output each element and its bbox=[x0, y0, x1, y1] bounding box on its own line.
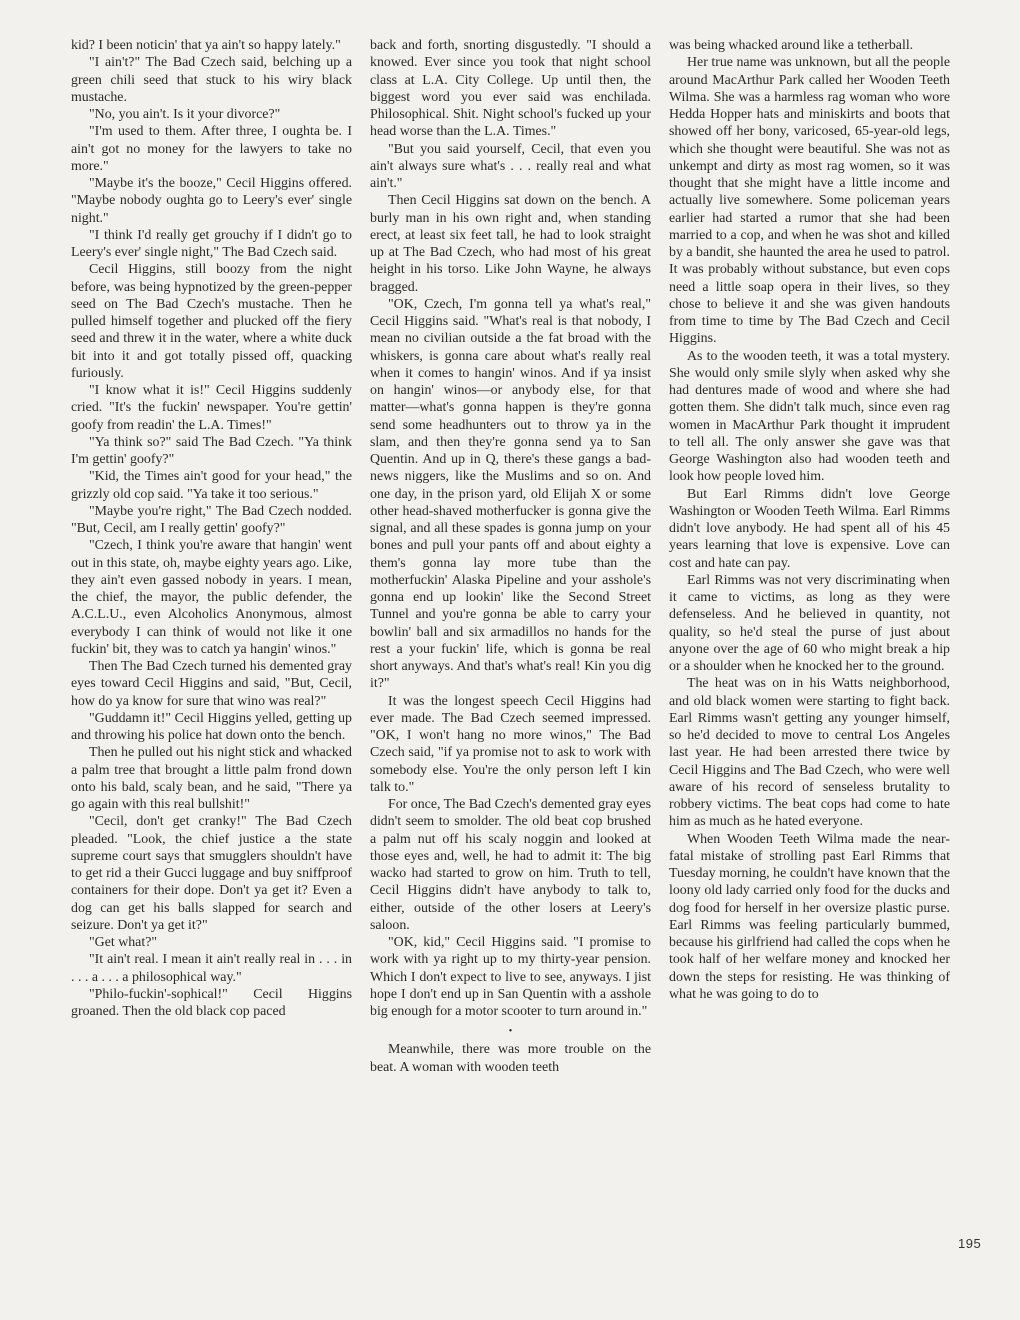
paragraph: Her true name was unknown, but all the people around MacArthur Park called her Wooden Teeth Wilma. She was a harmless rag woman who wore Hedda Hopper hats and miniskirts and boots that showed off her bony, varicosed, 65-year-old legs, which she thought were beautiful. She was not as unkempt and dirty as most rag women, so it was thought that she might have a little income and actually live somewhere. Some policeman years earlier had started a rumor that she had been married to a cop, and when he was shot and killed by a bandit, she haunted the area he used to patrol. It was probably without substance, but even cops need a little soap opera in their lives, so they chose to believe it and she was given handouts from time to time by The Bad Czech and Cecil Higgins. bbox=[669, 55, 950, 347]
paragraph: "Ya think so?" said The Bad Czech. "Ya think I'm gettin' goofy?" bbox=[71, 434, 352, 467]
paragraph: "OK, kid," Cecil Higgins said. "I promise to work with ya right up to my thirty-year pension. Which I don't expect to live to see, anyways. I jist hope I don't end up in San Quentin with a asshole big enough for a motor scooter to turn around in." bbox=[370, 935, 651, 1019]
paragraph: As to the wooden teeth, it was a total mystery. She would only smile slyly when asked why she had dentures made of wood and where she had gotten them. She didn't talk much, since even rag women in MacArthur Park thought it imprudent to tell all. The only answer she gave was that George Washington also had wooden teeth and look how people loved him. bbox=[669, 348, 950, 485]
paragraph: "I know what it is!" Cecil Higgins suddenly cried. "It's the fuckin' newspaper. You're gettin' goofy from readin' the L.A. Times!" bbox=[71, 383, 352, 433]
text-column-2 bbox=[370, 37, 651, 1076]
text-column-3 bbox=[669, 37, 950, 1003]
paragraph: But Earl Rimms didn't love George Washington or Wooden Teeth Wilma. Earl Rimms didn't love anybody. He had spent all of his 45 years learning that love is expensive. Love can cost and hate can pay. bbox=[669, 486, 950, 571]
paragraph: "Get what?" bbox=[89, 935, 158, 950]
paragraph: was being whacked around like a tetherball. bbox=[669, 38, 914, 53]
paragraph: "Cecil, don't get cranky!" The Bad Czech pleaded. "Look, the chief justice a the state supreme court says that smugglers shouldn't have to get rid a their Gucci luggage and buy sniffproof containers for their dope. Don't ya get it? Even a dog can get his balls slapped for search and seizure. Don't ya get it?" bbox=[71, 814, 352, 933]
paragraph: "I'm used to them. After three, I oughta be. I ain't got no money for the lawyers to take no more." bbox=[71, 124, 352, 174]
paragraph: "OK, Czech, I'm gonna tell ya what's real," Cecil Higgins said. "What's real is that nobody, I mean no civilian outside a the fat broad with the whiskers, is gonna care about what's really real when it comes to hangin' winos. And if ya insist on hangin' winos—or anybody else, for that matter—what's gonna happen is they're gonna send some headhunters out to throw ya in the slam, and then they're gonna send ya to San Quentin. And up in Q, there's these gangs a bad-news niggers, like the Muslims and so on. And one day, in the prison yard, old Elijah X or some other head-shaved motherfucker is gonna give the signal, and all these spades is gonna jump on your bones and pull your pants off and about eighty a them's gonna lay more tube than the motherfuckin' Alaska Pipeline and your asshole's gonna end up lookin' like the Second Street Tunnel and you're gonna be able to carry your bowlin' ball and six armadillos no hands for the rest a your fuckin' life, which is gonna be real short anyways. And that's what's real! Kin you dig it?" bbox=[370, 296, 651, 692]
paragraph: kid? I been noticin' that ya ain't so happy lately." bbox=[71, 38, 341, 53]
paragraph: "Maybe you're right," The Bad Czech nodded. "But, Cecil, am I really gettin' goofy?" bbox=[71, 503, 352, 536]
paragraph: Cecil Higgins, still boozy from the night before, was being hypnotized by the green-pepper seed on The Bad Czech's mustache. Then he pulled himself together and plucked off the fiery seed and threw it in the water, where a white duck bit into it and got totally pissed off, quacking furiously. bbox=[71, 262, 352, 381]
paragraph: "Maybe it's the booze," Cecil Higgins offered. "Maybe nobody oughta go to Leery's ever' single night." bbox=[71, 176, 352, 226]
paragraph: "I ain't?" The Bad Czech said, belching up a green chili seed that stuck to his wiry black mustache. bbox=[71, 55, 352, 105]
paragraph: It was the longest speech Cecil Higgins had ever made. The Bad Czech seemed impressed. "OK, I won't hang no more winos," The Bad Czech said, "if ya promise not to ask to work with somebody else. You're the only person left I kin talk to." bbox=[370, 693, 651, 795]
paragraph: "Philo-fuckin'-sophical!" Cecil Higgins groaned. Then the old black cop paced bbox=[71, 986, 352, 1019]
paragraph: Then he pulled out his night stick and whacked a palm tree that brought a little palm frond down onto his bald, scaly bean, and he said, "There ya go again with this real bullshit!" bbox=[71, 745, 352, 812]
section-break-bullet: • bbox=[508, 1026, 513, 1038]
paragraph: "No, you ain't. Is it your divorce?" bbox=[89, 107, 281, 122]
paragraph: "Guddamn it!" Cecil Higgins yelled, getting up and throwing his police hat down onto the bench. bbox=[71, 710, 352, 743]
paragraph: "I think I'd really get grouchy if I didn't go to Leery's ever' single night," The Bad Czech said. bbox=[71, 227, 352, 260]
paragraph: back and forth, snorting disgustedly. "I should a knowed. Ever since you took that night school class at L.A. City College. Up until then, the biggest word you ever said was enchilada. Philosophical. Shit. Night school's fucked up your head worse than the L.A. Times." bbox=[370, 38, 651, 140]
paragraph: "Kid, the Times ain't good for your head," the grizzly old cop said. "Ya take it too serious." bbox=[71, 469, 352, 502]
paragraph: "Czech, I think you're aware that hangin' went out in this state, oh, maybe eighty years ago. Like, they ain't even gassed nobody in years. I mean, the chief, the mayor, the public defender, the A.C.L.U., even Alcoholics Anonymous, almost everybody I can think of would not like it one fuckin' bit, they was to catch ya hangin' winos." bbox=[71, 538, 352, 657]
paragraph: Then The Bad Czech turned his demented gray eyes toward Cecil Higgins and said, "But, Cecil, how do ya know for sure that wino was real?" bbox=[71, 659, 352, 709]
page-number: 195 bbox=[958, 1236, 982, 1251]
paragraph: When Wooden Teeth Wilma made the near-fatal mistake of strolling past Earl Rimms that Tuesday morning, he couldn't have known that the loony old lady carried only food for the ducks and dog food for herself in her oversize plastic purse. Earl Rimms was feeling particularly bummed, because his girlfriend had called the cops when he took half of her welfare money and knocked her down the steps for resisting. He was thinking of what he was going to do to bbox=[669, 831, 950, 1002]
paragraph: "It ain't real. I mean it ain't really real in . . . in . . . a . . . a philosophical way." bbox=[71, 952, 352, 985]
paragraph: Earl Rimms was not very discriminating when it came to victims, as long as they were defenseless. And he believed in quantity, not quality, so he'd steal the purse of just about anyone over the age of 60 who might break a hip or a shoulder when he knocked her to the ground. bbox=[669, 572, 950, 674]
paragraph: For once, The Bad Czech's demented gray eyes didn't seem to smolder. The old beat cop brushed a palm nut off his scaly noggin and looked at those eyes and, well, he had to admit it: The big wacko had started to grow on him. Truth to tell, Cecil Higgins didn't have anybody to talk to, either, outside of the other losers at Leery's saloon. bbox=[370, 797, 651, 933]
text-column-1 bbox=[71, 37, 352, 1020]
paragraph: "But you said yourself, Cecil, that even you ain't always sure what's . . . really real and what ain't." bbox=[370, 141, 651, 191]
paragraph: Then Cecil Higgins sat down on the bench. A burly man in his own right and, when standing erect, at least six feet tall, he had to look straight up at The Bad Czech, who had most of his great height in his torso. Like John Wayne, he always bragged. bbox=[370, 193, 651, 295]
paragraph: The heat was on in his Watts neighborhood, and old black women were starting to fight back. Earl Rimms wasn't getting any younger himself, so he'd decided to move to central Los Angeles last year. He had been arrested there twice by Cecil Higgins and The Bad Czech, who were well aware of his record of senseless brutality to robbery victims. The beat cops had come to hate him as much as he hated everyone. bbox=[669, 676, 950, 830]
paragraph: Meanwhile, there was more trouble on the beat. A woman with wooden teeth bbox=[370, 1042, 651, 1075]
